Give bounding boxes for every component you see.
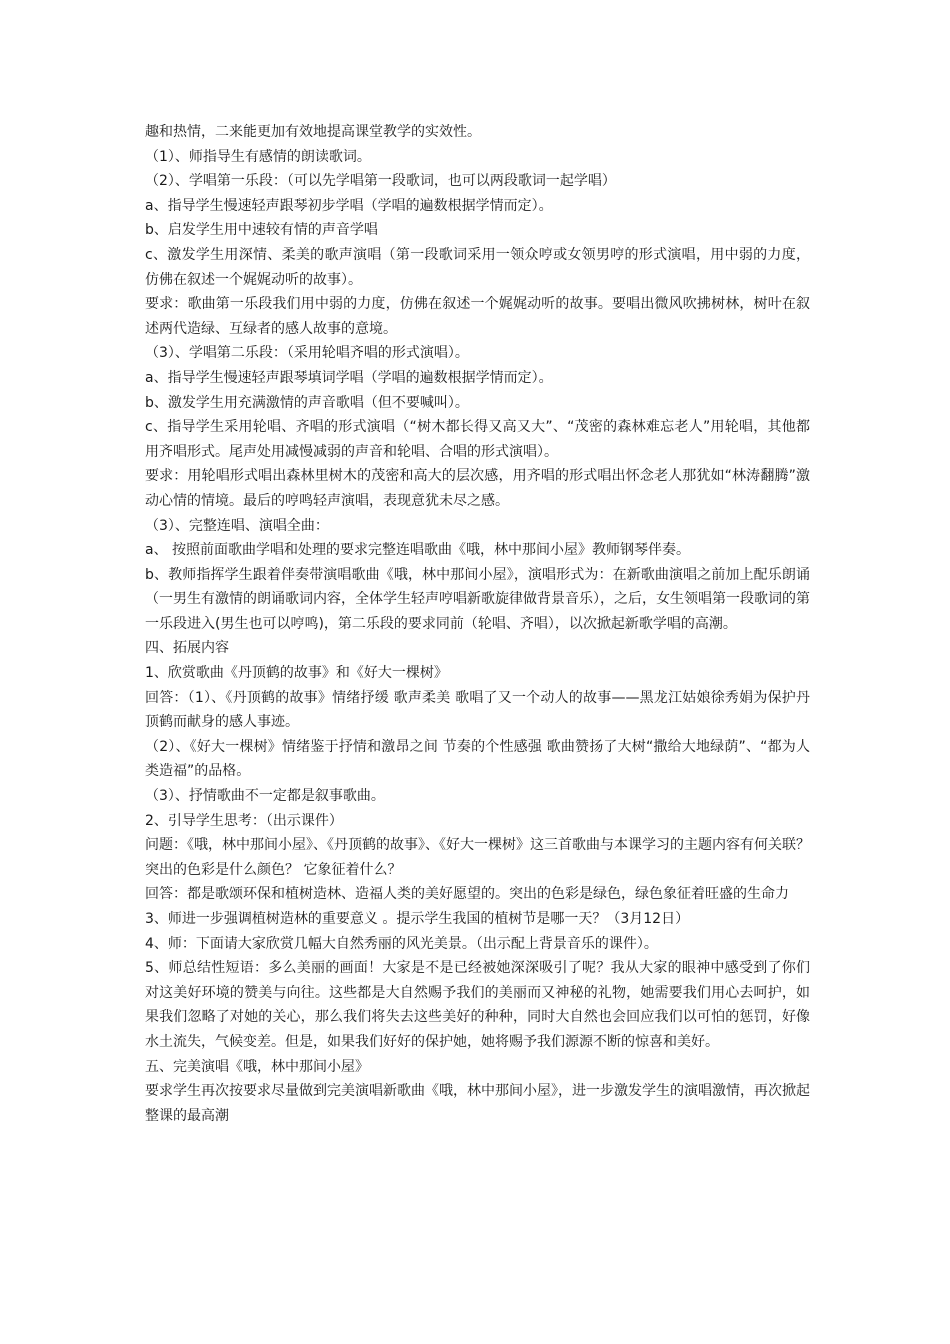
paragraph: a、指导学生慢速轻声跟琴填词学唱（学唱的遍数根据学情而定）。	[145, 369, 553, 386]
paragraph: 要求学生再次按要求尽量做到完美演唱新歌曲《哦，林中那间小屋》，进一步激发学生的演唱激情，再次掀起整课的最高潮	[145, 1083, 810, 1124]
paragraph: b、激发学生用充满激情的声音歌唱（但不要喊叫）。	[145, 394, 469, 411]
paragraph: （3）、抒情歌曲不一定都是叙事歌曲。	[145, 788, 385, 805]
paragraph: c、激发学生用深情、柔美的歌声演唱（第一段歌词采用一领众哼或女领男哼的形式演唱，用中弱的力度，仿佛在叙述一个娓娓动听的故事）。	[145, 246, 810, 288]
section-heading: 五、完美演唱《哦，林中那间小屋》	[145, 1058, 369, 1075]
paragraph: （2）、学唱第一乐段：（可以先学唱第一段歌词，也可以两段歌词一起学唱）	[145, 173, 616, 190]
paragraph: （3）、完整连唱、演唱全曲：	[145, 517, 329, 534]
paragraph: 回答：（1）、《丹顶鹤的故事》情绪抒缓 歌声柔美 歌唱了又一个动人的故事——黑龙江姑娘徐秀娟为保护丹顶鹤而献身的感人事迹。	[145, 689, 810, 731]
paragraph: b、教师指挥学生跟着伴奏带演唱歌曲《哦，林中那间小屋》，演唱形式为：在新歌曲演唱之前加上配乐朗诵（一男生有激情的朗诵歌词内容，全体学生轻声哼唱新歌旋律做背景音乐），之后，女生领唱第一段歌词的第一乐段进入(男生也可以哼鸣)，第二乐段的要求同前（轮唱、齐唱），以次掀起新歌学唱的高潮。	[145, 566, 810, 632]
paragraph: a、 按照前面歌曲学唱和处理的要求完整连唱歌曲《哦，林中那间小屋》教师钢琴伴奏。	[145, 542, 691, 559]
paragraph: b、启发学生用中速较有情的声音学唱	[145, 222, 378, 239]
paragraph: 问题：《哦，林中那间小屋》、《丹顶鹤的故事》、《好大一棵树》这三首歌曲与本课学习的主题内容有何关联？ 突出的色彩是什么颜色？ 它象征着什么？	[145, 837, 810, 878]
paragraph: 要求：歌曲第一乐段我们用中弱的力度，仿佛在叙述一个娓娓动听的故事。要唱出微风吹拂树林，树叶在叙述两代造绿、互绿者的感人故事的意境。	[145, 296, 810, 337]
section-heading: 四、拓展内容	[145, 640, 229, 657]
paragraph: a、指导学生慢速轻声跟琴初步学唱（学唱的遍数根据学情而定）。	[145, 197, 553, 214]
paragraph: 3、师进一步强调植树造林的重要意义 。提示学生我国的植树节是哪一天？（3月12日）	[145, 911, 690, 927]
paragraph: 回答：都是歌颂环保和植树造林、造福人类的美好愿望的。突出的色彩是绿色，绿色象征着旺盛的生命力	[145, 886, 789, 903]
document-page	[145, 120, 810, 1128]
paragraph: 要求：用轮唱形式唱出森林里树木的茂密和高大的层次感，用齐唱的形式唱出怀念老人那犹如“林涛翻腾”激动心情的情境。最后的哼鸣轻声演唱，表现意犹未尽之感。	[145, 468, 810, 509]
paragraph: 4、师：下面请大家欣赏几幅大自然秀丽的风光美景。（出示配上背景音乐的课件）。	[145, 935, 658, 952]
paragraph: c、指导学生采用轮唱、齐唱的形式演唱（“树木都长得又高又大”、“茂密的森林难忘老人”用轮唱，其他都用齐唱形式。尾声处用减慢减弱的声音和轮唱、合唱的形式演唱）。	[145, 419, 810, 460]
paragraph: （2）、《好大一棵树》情绪鉴于抒情和激昂之间 节奏的个性感强 歌曲赞扬了大树“撒给大地绿荫”、“都为人类造福”的品格。	[145, 738, 810, 780]
paragraph: 趣和热情，二来能更加有效地提高课堂教学的实效性。	[145, 124, 481, 140]
paragraph: （1）、师指导生有感情的朗读歌词。	[145, 148, 371, 165]
paragraph: （3）、学唱第二乐段：（采用轮唱齐唱的形式演唱）。	[145, 345, 469, 362]
paragraph: 2、引导学生思考：（出示课件）	[145, 812, 343, 829]
paragraph: 1、欣赏歌曲《丹顶鹤的故事》和《好大一棵树》	[145, 665, 448, 682]
paragraph: 5、师总结性短语：多么美丽的画面！大家是不是已经被她深深吸引了呢？我从大家的眼神中感受到了你们对这美好环境的赞美与向往。这些都是大自然赐予我们的美丽而又神秘的礼物，她需要我们用心去呵护，如果我们忽略了对她的关心，那么我们将失去这些美好的种种，同时大自然也会回应我们以可怕的惩罚，好像水土流失，气候变差。但是，如果我们好好的保护她，她将赐予我们源源不断的惊喜和美好。	[145, 960, 810, 1050]
